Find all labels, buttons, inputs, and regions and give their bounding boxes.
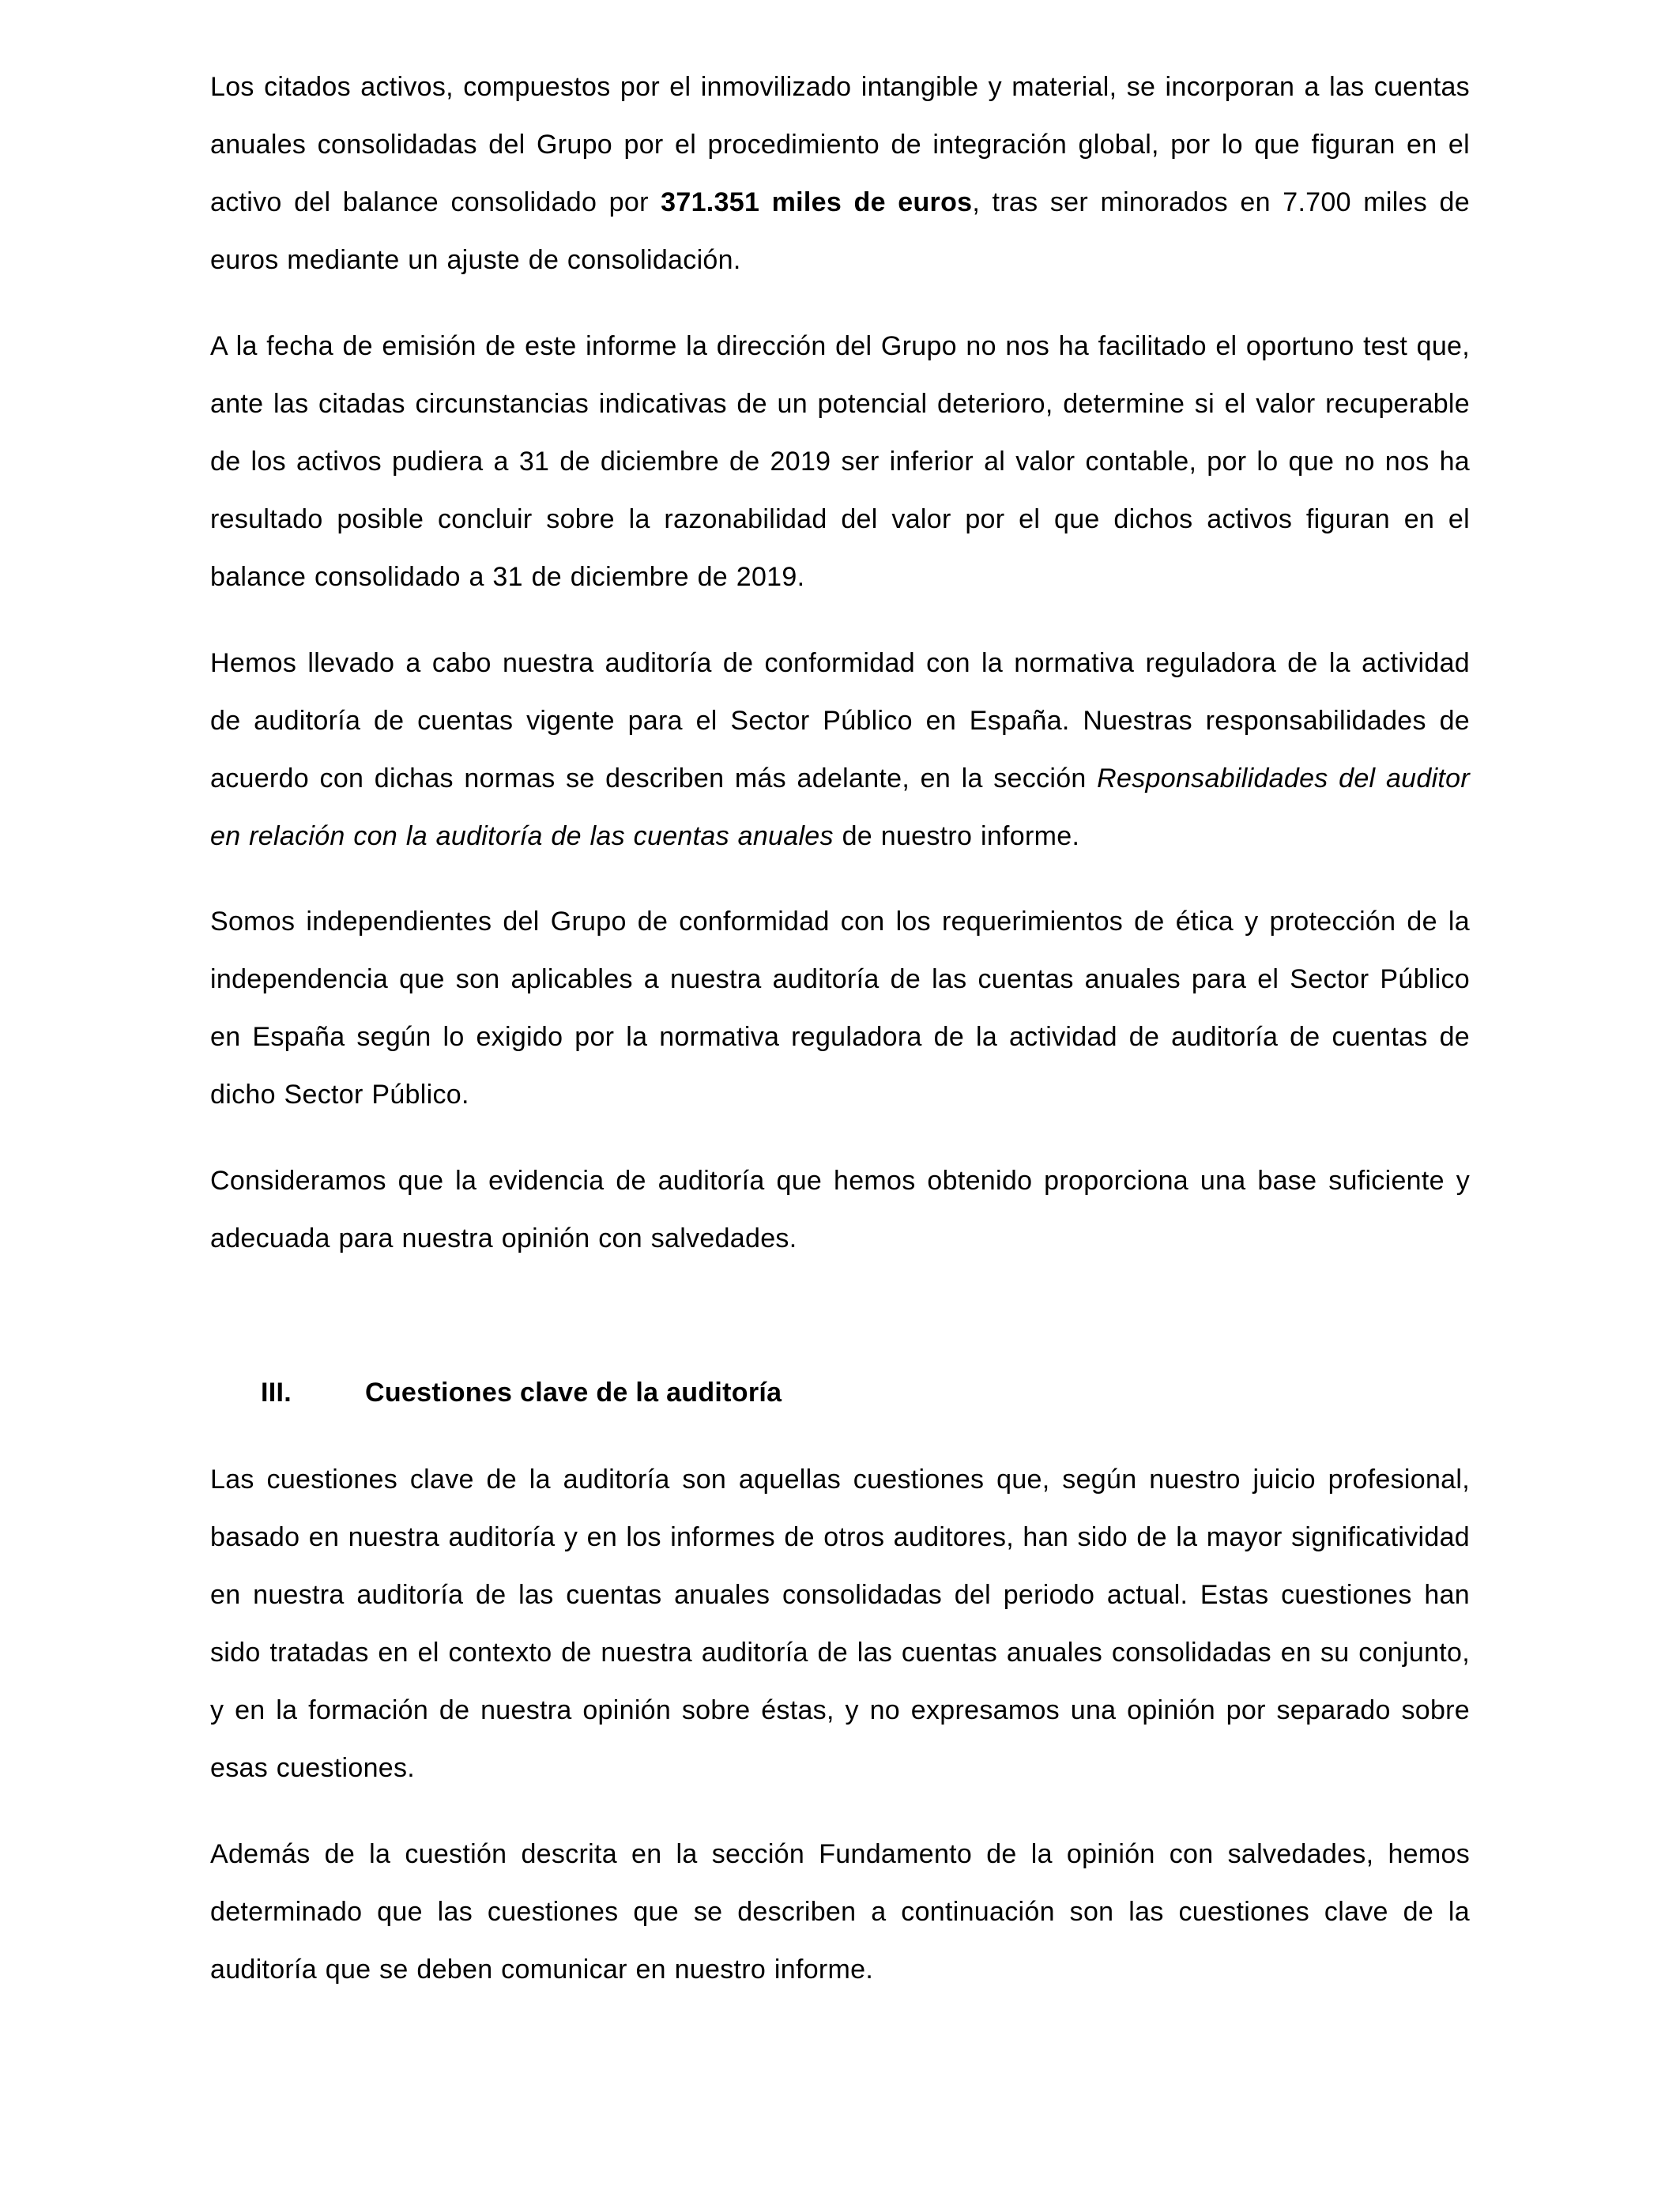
- amount-bold: 371.351 miles de euros: [661, 187, 973, 217]
- paragraph-activos: [210, 58, 1470, 289]
- section-reference-italic: Responsabilidades del auditor en relación con la auditoría de las cuentas anuales: [210, 763, 1471, 851]
- section-number: III.: [261, 1378, 292, 1408]
- paragraph-normativa-text-a: Hemos llevado a cabo nuestra auditoría de conformidad con la normativa reguladora de la actividad de auditoría de cuentas vigente para el Sector Público en España. Nuestras responsabilidades de acuerdo con dichas normas se describen más adelante, en la sección: [210, 648, 1470, 794]
- paragraph-activos-text-b: , tras ser minorados en 7.700 miles de euros mediante un ajuste de consolidación.: [210, 187, 1470, 275]
- paragraph-independencia: Somos independientes del Grupo de conformidad con los requerimientos de ética y protección de la independencia que son aplicables a nuestra auditoría de las cuentas anuales para el Sector Público en España según lo exigido por la normativa reguladora de la actividad de auditoría de cuentas de dicho Sector Público.: [210, 907, 1470, 1110]
- section-title: Cuestiones clave de la auditoría: [365, 1378, 782, 1408]
- paragraph-cuestiones-clave: Las cuestiones clave de la auditoría son aquellas cuestiones que, según nuestro juicio profesional, basado en nuestra auditoría y en los informes de otros auditores, han sido de la mayor significatividad en nuestra auditoría de las cuentas anuales consolidadas del periodo actual. Estas cuestiones han sido tratadas en el contexto de nuestra auditoría de las cuentas anuales consolidadas en su conjunto, y en la formación de nuestra opinión sobre éstas, y no expresamos una opinión por separado sobre esas cuestiones.: [210, 1465, 1470, 1783]
- paragraph-normativa-text-b: de nuestro informe.: [833, 821, 1080, 851]
- paragraph-normativa: [210, 635, 1470, 865]
- paragraph-test-deterioro: A la fecha de emisión de este informe la dirección del Grupo no nos ha facilitado el oportuno test que, ante las citadas circunstancias indicativas de un potencial deterioro, determine si el valor recuperable de los activos pudiera a 31 de diciembre de 2019 ser inferior al valor contable, por lo que no nos ha resultado posible concluir sobre la razonabilidad del valor por el que dichos activos figuran en el balance consolidado a 31 de diciembre de 2019.: [210, 331, 1470, 592]
- paragraph-evidencia: Consideramos que la evidencia de auditoría que hemos obtenido proporciona una base suficiente y adecuada para nuestra opinión con salvedades.: [210, 1166, 1470, 1253]
- paragraph-ademas: Además de la cuestión descrita en la sección Fundamento de la opinión con salvedades, hemos determinado que las cuestiones que se describen a continuación son las cuestiones clave de la auditoría que se deben comunicar en nuestro informe.: [210, 1839, 1470, 1985]
- section-heading: [261, 1364, 1446, 1422]
- paragraph-activos-text-a: Los citados activos, compuestos por el inmovilizado intangible y material, se incorporan a las cuentas anuales consolidadas del Grupo por el procedimiento de integración global, por lo que figuran en el activo del balance consolidado por: [210, 72, 1470, 217]
